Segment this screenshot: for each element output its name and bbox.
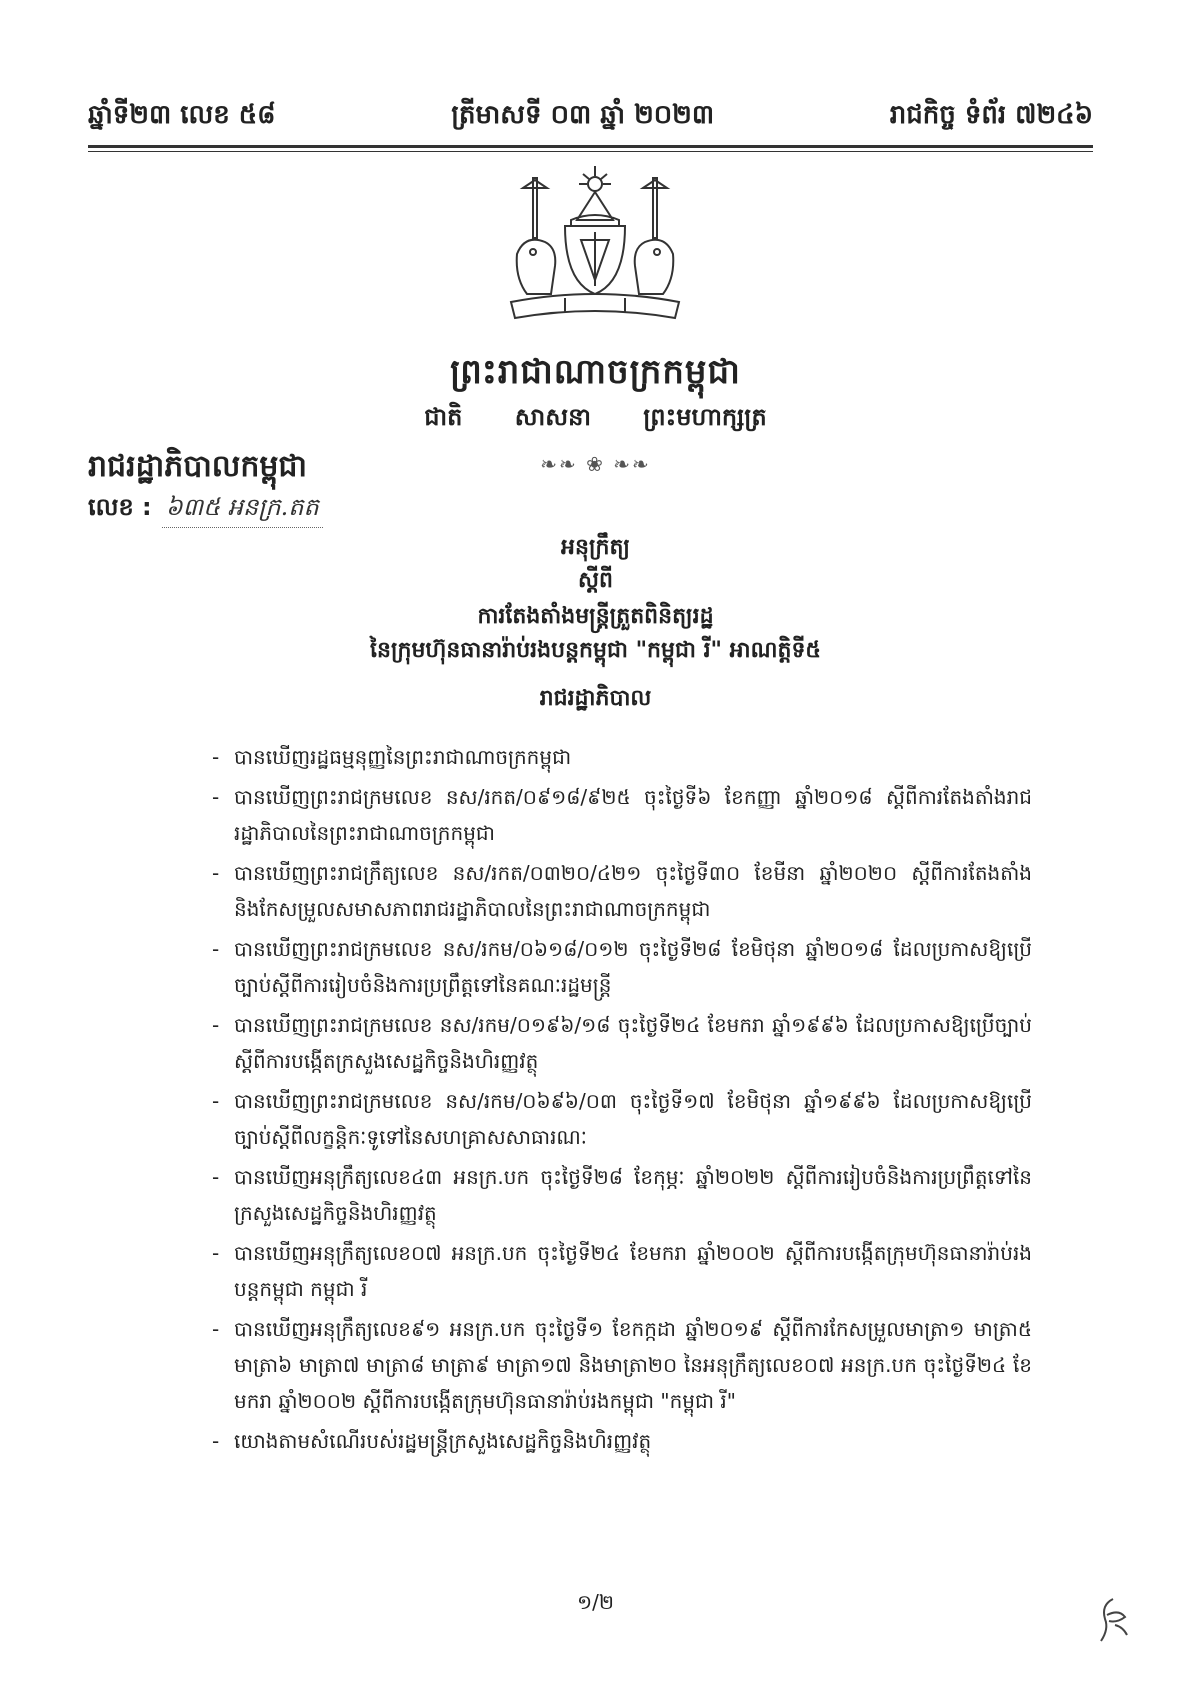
list-item: - បានឃើញអនុក្រឹត្យលេខ៤៣ អនក្រ.បក ចុះថ្ងៃទី២៨ ខែកុម្ភៈ ឆ្នាំ២០២២ ស្តីពីការរៀបចំនិងការប្រព្រឹត្តទៅនៃក្រសួងសេដ្ឋកិច្ចនិងហិរញ្ញវត្ថុ [212, 1159, 1032, 1231]
header-page: រាជកិច្ច ទំព័រ ៧២៤៦ [889, 100, 1093, 130]
reference-number: ៦៣៥ អនក្រ.តត [162, 492, 323, 528]
list-item: - បានឃើញរដ្ឋធម្មនុញ្ញនៃព្រះរាជាណាចក្រកម្ពុជា [212, 739, 1032, 775]
list-item: - បានឃើញព្រះរាជក្រមលេខ នស/រកត/០៩១៨/៩២៥ ចុះថ្ងៃទី៦ ខែកញ្ញា ឆ្នាំ២០១៨ ស្តីពីការតែងតាំងរាជរដ្ឋាភិបាលនៃព្រះរាជាណាចក្រកម្ពុជា [212, 779, 1032, 851]
document-about: ស្តីពី [578, 568, 613, 593]
page-number: ១/២ [576, 1590, 614, 1614]
list-item: - បានឃើញអនុក្រឹត្យលេខ០៧ អនក្រ.បក ចុះថ្ងៃទី២៤ ខែមករា ឆ្នាំ២០០២ ស្តីពីការបង្កើតក្រុមហ៊ុនធានារ៉ាប់រងបន្តកម្ពុជា កម្ពុជា រី [212, 1235, 1032, 1307]
header-year-issue: ឆ្នាំទី២៣ លេខ ៥៨ [88, 100, 276, 130]
reference-line [88, 492, 323, 528]
royal-emblem-icon [505, 162, 685, 334]
document-subject-line2: នៃក្រុមហ៊ុនធានារ៉ាប់រងបន្តកម្ពុជា "កម្ពុជា រី" អាណត្តិទី៥ [370, 638, 821, 663]
list-item: - បានឃើញព្រះរាជក្រមលេខ នស/រកម/០១៩៦/១៨ ចុះថ្ងៃទី២៤ ខែមករា ឆ្នាំ១៩៩៦ ដែលប្រកាសឱ្យប្រើច្បាប់ស្តីពីការបង្កើតក្រសួងសេដ្ឋកិច្ចនិងហិរញ្ញវត្ថុ [212, 1007, 1032, 1079]
document-issuer: រាជរដ្ឋាភិបាល [539, 686, 652, 711]
preamble-list [212, 739, 1032, 1463]
header-date: ត្រីមាសទី ០៣ ឆ្នាំ ២០២៣ [451, 100, 715, 130]
motto-nation: ជាតិ [424, 403, 463, 431]
document-type: អនុក្រឹត្យ [561, 535, 630, 560]
header-rule [88, 145, 1093, 148]
national-motto [0, 402, 1191, 437]
gazette-header [88, 92, 1093, 142]
handwritten-initial-icon [1093, 1595, 1133, 1645]
list-item: - បានឃើញព្រះរាជក្រមលេខ នស/រកម/០៦៩៦/០៣ ចុះថ្ងៃទី១៧ ខែមិថុនា ឆ្នាំ១៩៩៦ ដែលប្រកាសឱ្យប្រើច្បាប់ស្តីពីលក្ខន្តិកៈទូទៅនៃសហគ្រាសសាធារណៈ [212, 1083, 1032, 1155]
list-item: - បានឃើញព្រះរាជក្រមលេខ នស/រកម/០៦១៨/០១២ ចុះថ្ងៃទី២៨ ខែមិថុនា ឆ្នាំ២០១៨ ដែលប្រកាសឱ្យប្រើច្បាប់ស្តីពីការរៀបចំនិងការប្រព្រឹត្តទៅនៃគណៈរដ្ឋមន្ត្រី [212, 931, 1032, 1003]
list-item: - យោងតាមសំណើរបស់រដ្ឋមន្ត្រីក្រសួងសេដ្ឋកិច្ចនិងហិរញ្ញវត្ថុ [212, 1423, 1032, 1459]
government-name: រាជរដ្ឋាភិបាលកម្ពុជា [88, 449, 307, 484]
header-rule-thin [88, 151, 1093, 152]
motto-king: ព្រះមហាក្សត្រ [643, 403, 767, 431]
list-item: - បានឃើញព្រះរាជក្រឹត្យលេខ នស/រកត/០៣២០/៤២១ ចុះថ្ងៃទី៣០ ខែមីនា ឆ្នាំ២០២០ ស្តីពីការតែងតាំងនិងកែសម្រួលសមាសភាពរាជរដ្ឋាភិបាលនៃព្រះរាជាណាចក្រកម្ពុជា [212, 855, 1032, 927]
motto-religion: សាសនា [514, 403, 591, 431]
kingdom-title: ព្រះរាជាណាចក្រកម្ពុជា [450, 352, 741, 392]
ornamental-divider: ❧❧ ❀ ❧❧ [540, 452, 651, 476]
reference-label: លេខ : [88, 493, 152, 521]
document-subject-line1: ការតែងតាំងមន្ត្រីត្រួតពិនិត្យរដ្ឋ [477, 604, 714, 629]
list-item: - បានឃើញអនុក្រឹត្យលេខ៩១ អនក្រ.បក ចុះថ្ងៃទី១ ខែកក្កដា ឆ្នាំ២០១៩ ស្តីពីការកែសម្រួលមាត្រា១ មាត្រា៥ មាត្រា៦ មាត្រា៧ មាត្រា៨ មាត្រា៩ មាត្រា១៧ និងមាត្រា២០ នៃអនុក្រឹត្យលេខ០៧ អនក្រ.បក ចុះថ្ងៃទី២៤ ខែមករា ឆ្នាំ២០០២ ស្តីពីការបង្កើតក្រុមហ៊ុនធានារ៉ាប់រងកម្ពុជា "កម្ពុជា រី" [212, 1311, 1032, 1419]
